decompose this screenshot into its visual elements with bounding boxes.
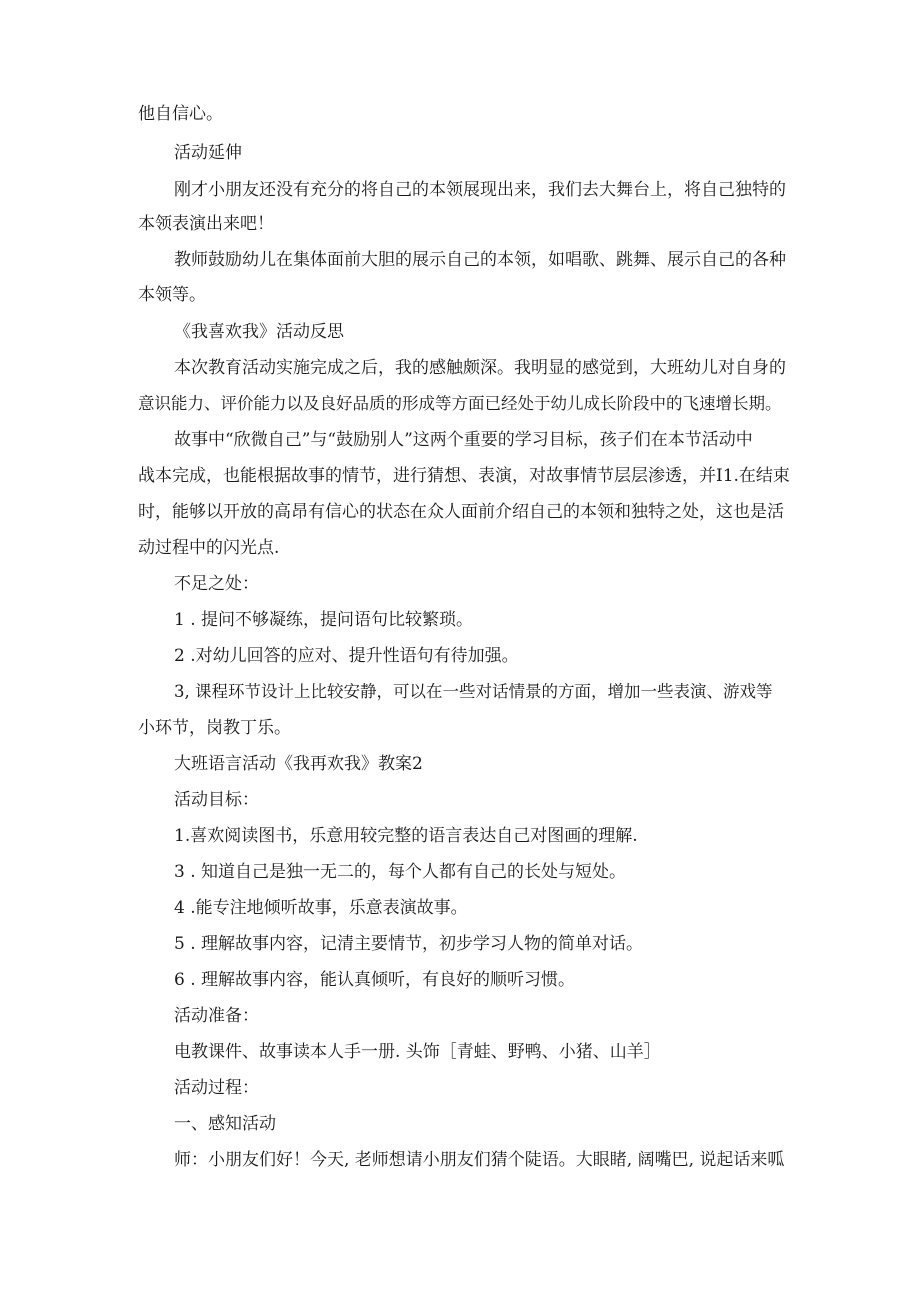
text-line: 师：小朋友们好！今天, 老师想请小朋友们猜个陡语。大眼睹, 阔嘴巴, 说起话来呱 (174, 1150, 785, 1170)
text-line: 故事中“欣微自己”与“鼓励别人”这两个重要的学习目标，孩子们在本节活动中 (174, 430, 753, 450)
section-heading: 活动准备： (174, 1006, 259, 1026)
section-heading: 《我喜欢我》活动反思 (174, 322, 344, 342)
list-item: 5 . 理解故事内容，记清主要情节，初步学习人物的简单对话。 (174, 934, 644, 954)
section-heading: 一、感知活动 (174, 1114, 276, 1134)
list-item: 1.喜欢阅读图书，乐意用较完整的语言表达自己对图画的理解. (174, 826, 638, 846)
text-line: 他自信心。 (138, 104, 223, 124)
text-line: 刚才小朋友还没有充分的将自己的本领展现出来，我们去大舞台上，将自己独特的 (174, 180, 786, 200)
text-line: 本领等。 (138, 285, 206, 305)
text-line: 动过程中的闪光点. (138, 538, 280, 558)
text-line: 本次教育活动实施完成之后，我的感触颇深。我明显的感觉到，大班幼儿对自身的 (174, 358, 786, 378)
section-heading: 活动过程： (174, 1078, 259, 1098)
list-item: 6 . 理解故事内容，能认真倾听，有良好的顺听习惯。 (174, 970, 576, 990)
text-line: 意识能力、评价能力以及良好品质的形成等方面已经处于幼儿成长阶段中的飞速增长期。 (138, 394, 782, 413)
list-item: 2 .对幼儿回答的应对、提升性语句有待加强。 (174, 646, 519, 666)
document-title: 大班语言活动《我再欢我》教案2 (174, 754, 423, 774)
text-line: 战本完成，也能根据故事的情节，进行猜想、表演，对故事情节层层渗透，并I1.在结束 (138, 466, 790, 486)
text-line: 本领表演出来吧！ (138, 214, 274, 234)
text-line: 时，能够以开放的高昂有信心的状态在众人面前介绍自己的本领和独特之处，这也是活 (138, 502, 784, 522)
list-item: 3 . 知道自己是独一无二的，每个人都有自己的长处与短处。 (174, 862, 627, 882)
text-line: 电教课件、故事读本人手一册. 头饰［青蛙、野鸭、小猪、山羊］ (174, 1042, 661, 1062)
list-item: 4 .能专注地倾听故事，乐意表演故事。 (174, 898, 468, 918)
section-heading: 活动延伸 (174, 143, 242, 163)
text-line: 教师鼓励幼儿在集体面前大胆的展示自己的本领，如唱歌、跳舞、展示自己的各种 (174, 250, 786, 270)
section-heading: 活动目标： (174, 790, 259, 810)
section-heading: 不足之处： (174, 574, 259, 594)
list-item: 1 . 提问不够凝练，提问语句比较繁琐。 (174, 610, 474, 630)
text-line: 小环节，岗教丁乐。 (138, 718, 291, 738)
list-item: 3, 课程环节设计上比较安静，可以在一些对话情景的方面，增加一些表演、游戏等 (174, 682, 773, 701)
